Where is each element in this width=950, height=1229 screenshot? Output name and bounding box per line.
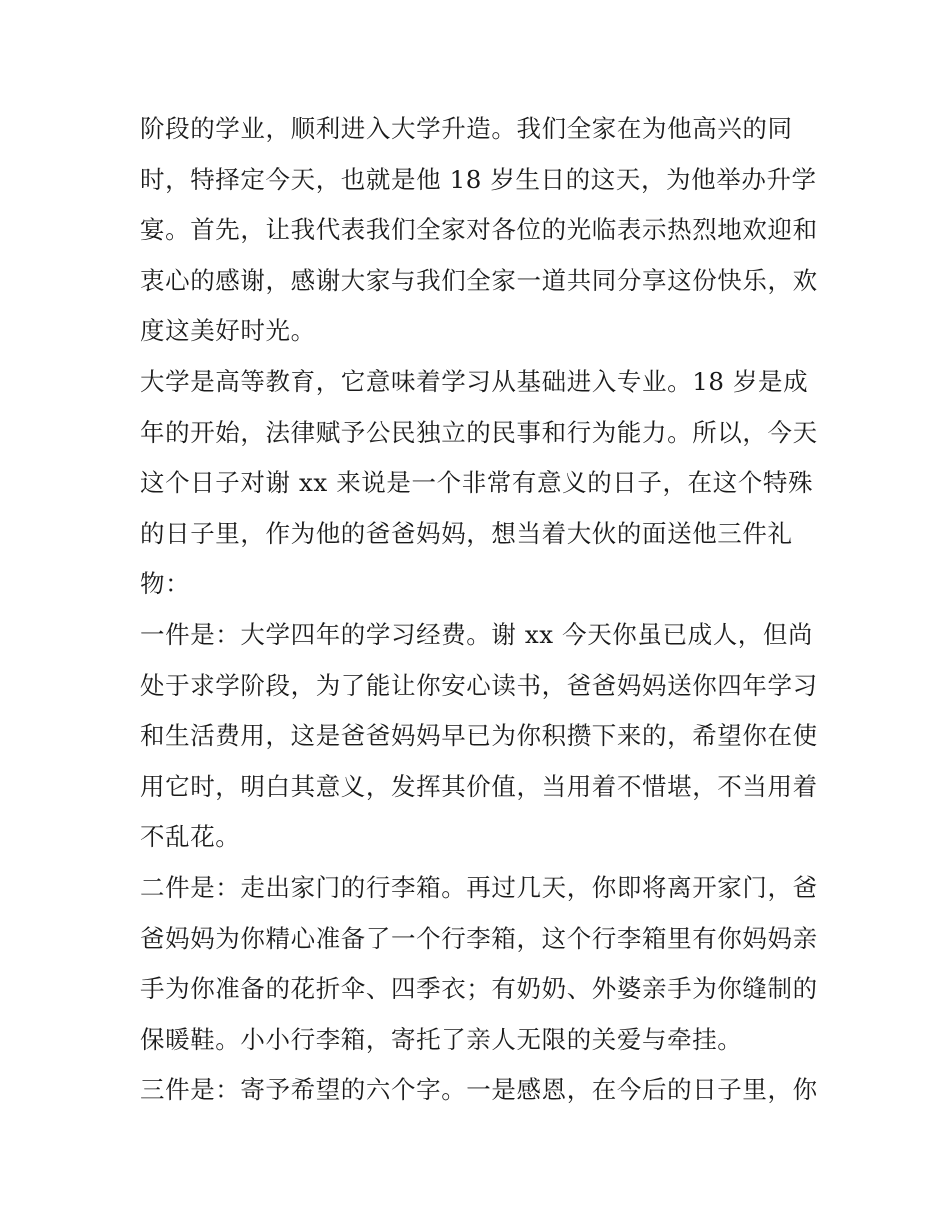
text-line: 一件是：大学四年的学习经费。谢 xx 今天你虽已成人，但尚 [140,619,814,649]
text-line: 大学是高等教育，它意味着学习从基础进入专业。18 岁是成 [140,366,809,396]
text-line: 二件是：走出家门的行李箱。再过几天，你即将离开家门，爸 [140,872,818,902]
text-line: 物： [140,569,191,599]
text-line: 用它时，明白其意义，发挥其价值，当用着不惜堪，不当用着 [140,771,818,801]
text-line: 这个日子对谢 xx 来说是一个非常有意义的日子，在这个特殊 [140,468,814,498]
paragraph-1 [140,104,816,357]
text-line: 处于求学阶段，为了能让你安心读书，爸爸妈妈送你四年学习 [140,670,818,700]
document-body [140,104,816,1116]
text-line: 年的开始，法律赋予公民独立的民事和行为能力。所以，今天 [140,417,818,447]
text-line: 衷心的感谢，感谢大家与我们全家一道共同分享这份快乐，欢 [140,265,818,295]
text-line: 保暖鞋。小小行李箱，寄托了亲人无限的关爱与牵挂。 [140,1024,743,1054]
paragraph-4 [140,863,816,1065]
text-line: 手为你准备的花折伞、四季衣；有奶奶、外婆亲手为你缝制的 [140,974,818,1004]
text-line: 不乱花。 [140,822,241,852]
text-line: 和生活费用，这是爸爸妈妈早已为你积攒下来的，希望你在使 [140,721,818,751]
paragraph-3 [140,610,816,863]
text-line: 的日子里，作为他的爸爸妈妈，想当着大伙的面送他三件礼 [140,518,793,548]
paragraph-5 [140,1065,816,1116]
text-line: 爸妈妈为你精心准备了一个行李箱，这个行李箱里有你妈妈亲 [140,923,818,953]
text-line: 度这美好时光。 [140,316,316,346]
text-line: 三件是：寄予希望的六个字。一是感恩，在今后的日子里，你 [140,1075,818,1105]
paragraph-2 [140,357,816,610]
text-line: 阶段的学业，顺利进入大学升造。我们全家在为他高兴的同 [140,114,793,143]
text-line: 时，特择定今天，也就是他 18 岁生日的这天，为他举办升学 [140,164,817,194]
text-line: 宴。首先，让我代表我们全家对各位的光临表示热烈地欢迎和 [140,215,818,245]
